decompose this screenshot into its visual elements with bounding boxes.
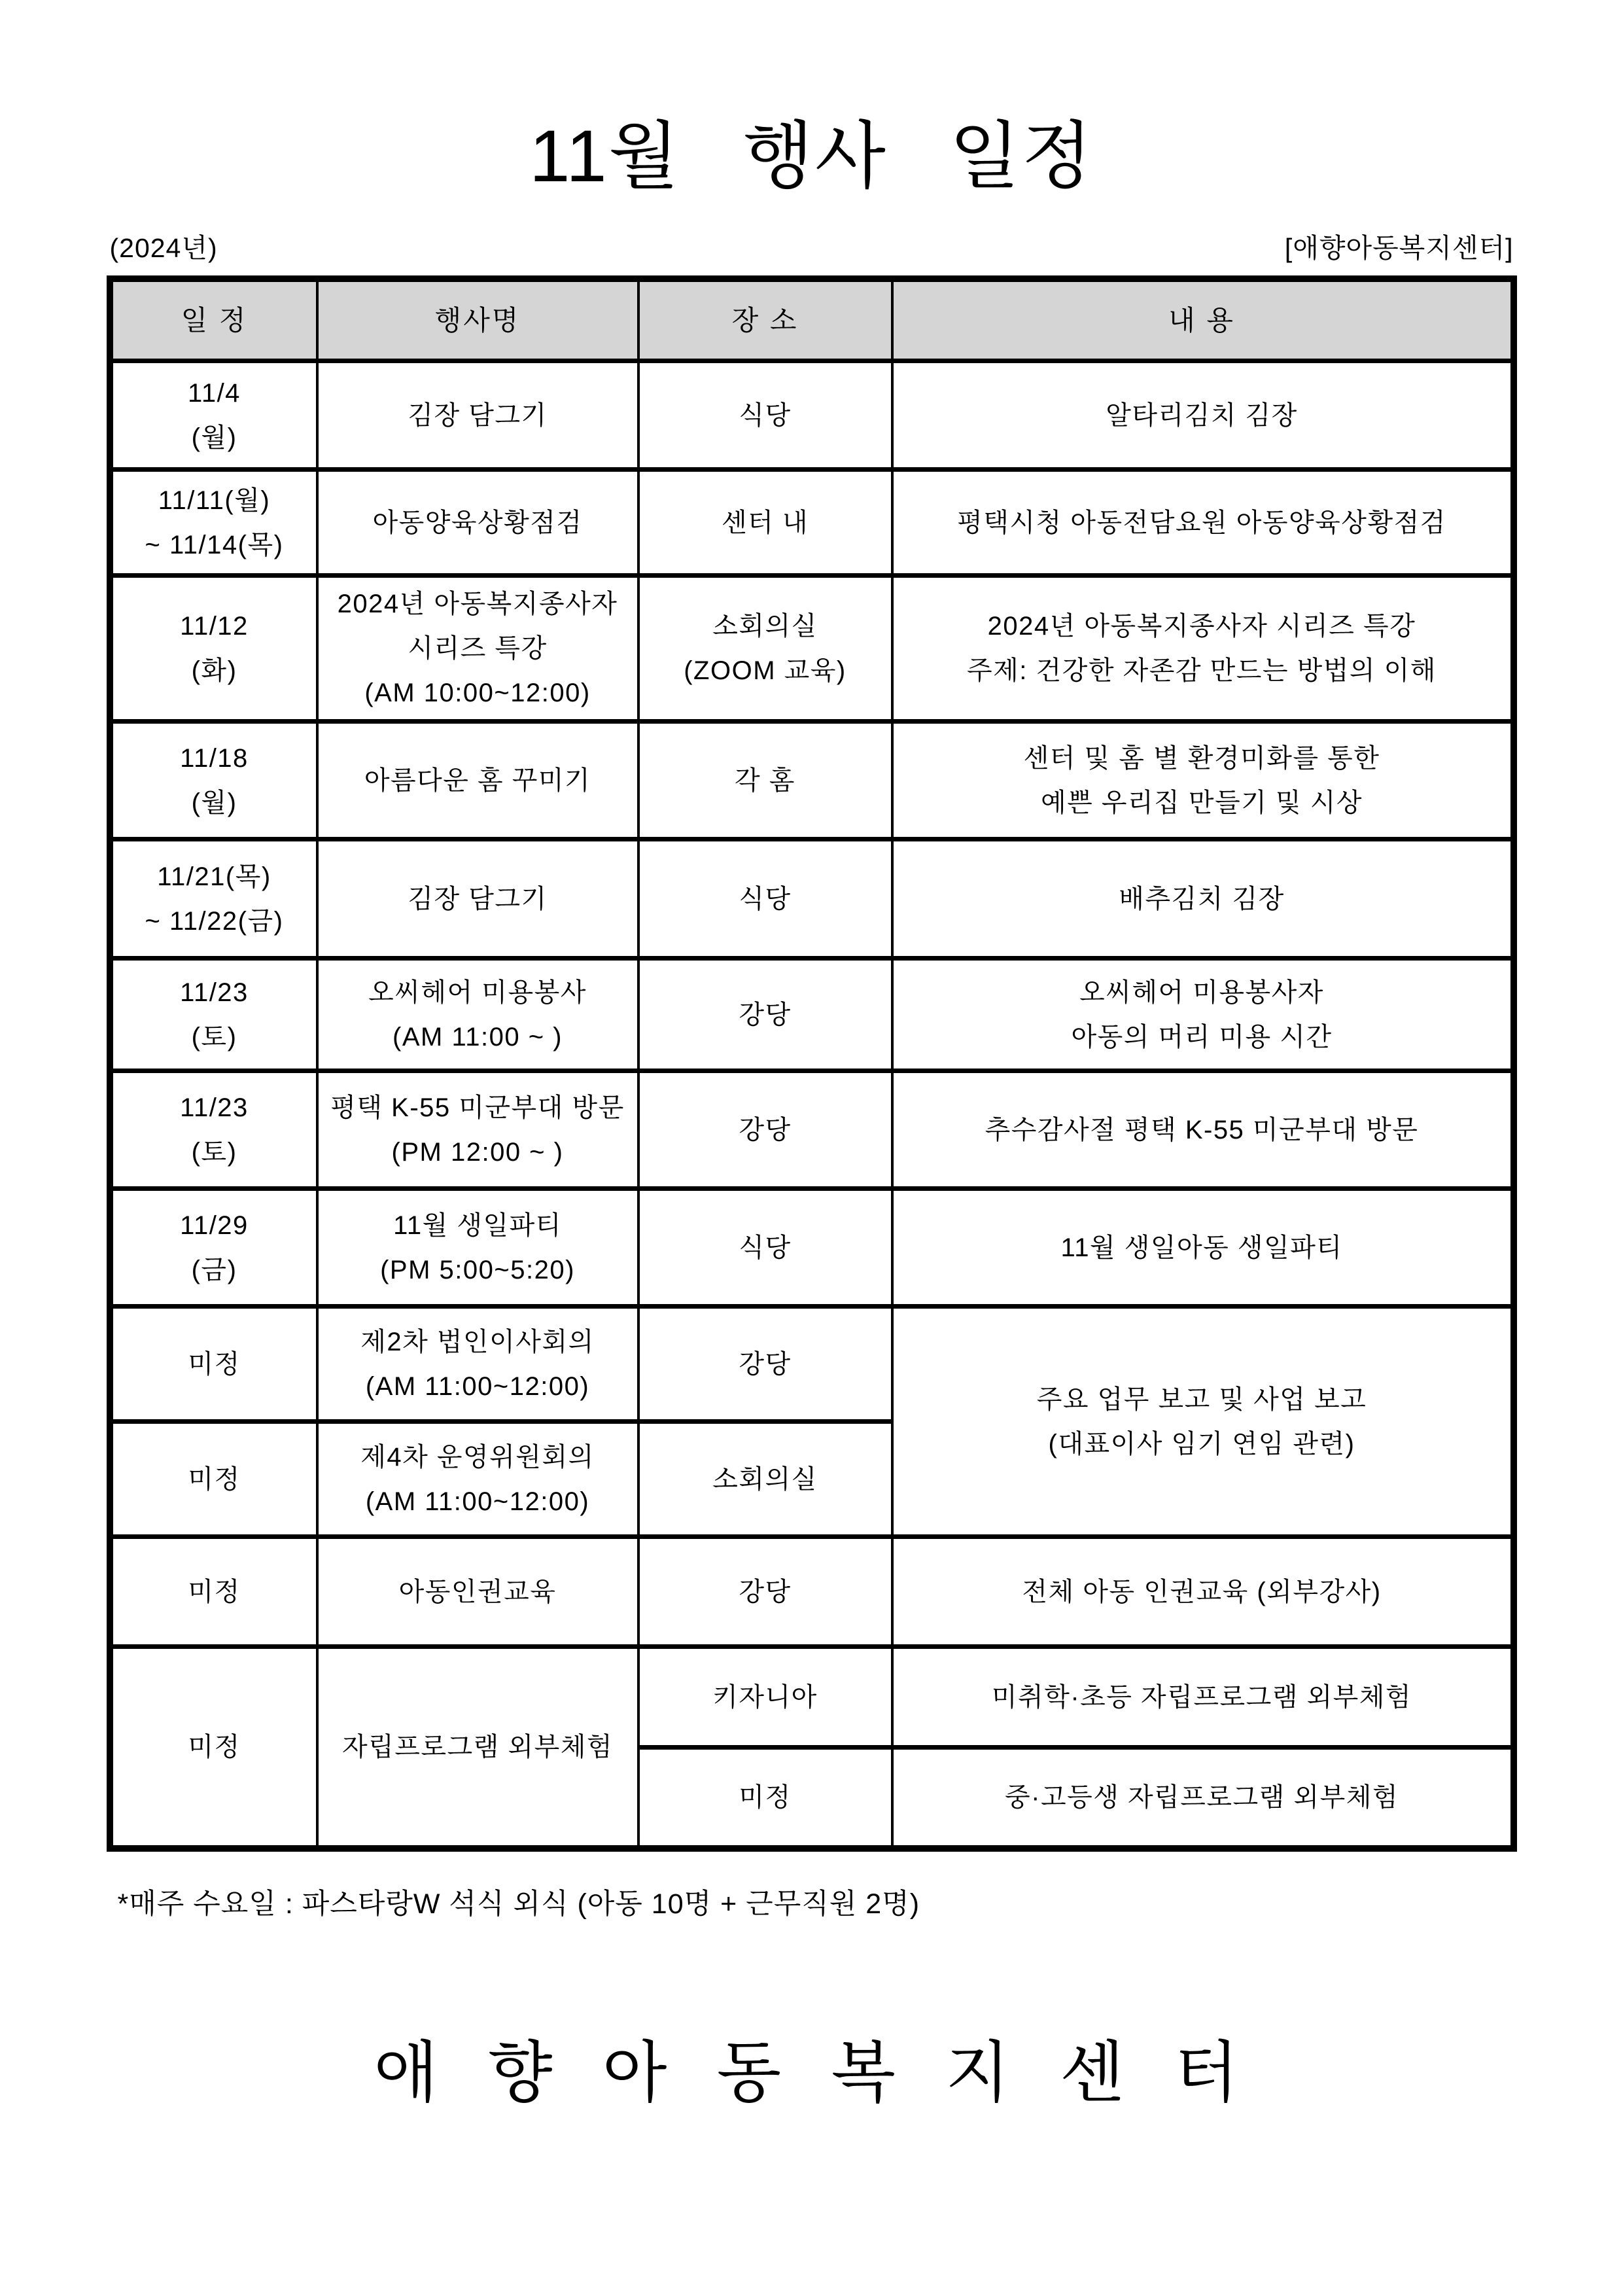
cell-line: 평택시청 아동전담요원 아동양육상황점검 [957, 508, 1446, 537]
cell-line: (대표이사 임기 연임 관련) [1048, 1429, 1355, 1458]
cell-line: 알타리김치 김장 [1106, 400, 1298, 430]
cell-event [317, 576, 638, 722]
table-row [110, 576, 1514, 722]
cell-date [110, 1647, 317, 1848]
cell-event [317, 1647, 638, 1848]
meta-row [110, 226, 1514, 265]
cell-line: (AM 11:00~12:00) [365, 1487, 590, 1516]
cell-event [317, 839, 638, 959]
cell-line: 소회의실 [712, 612, 818, 641]
schedule-table [107, 275, 1517, 1852]
cell-line: 11/23 [180, 978, 249, 1007]
cell-date [110, 470, 317, 576]
cell-date [110, 361, 317, 470]
cell-event [317, 1071, 638, 1189]
cell-line: 전체 아동 인권교육 (외부강사) [1022, 1577, 1382, 1606]
cell-line: 시리즈 특강 [408, 634, 548, 663]
cell-place [638, 361, 892, 470]
cell-event [317, 722, 638, 839]
cell-line: 강당 [739, 1115, 792, 1144]
cell-line: 오씨헤어 미용봉사 [368, 978, 587, 1007]
cell-content [892, 361, 1514, 470]
cell-place [638, 1537, 892, 1647]
cell-line: 추수감사절 평택 K-55 미군부대 방문 [985, 1115, 1419, 1144]
cell-line: ~ 11/22(금) [145, 906, 284, 936]
cell-place [638, 839, 892, 959]
cell-line: 중·고등생 자립프로그램 외부체험 [1004, 1783, 1399, 1812]
cell-content [892, 470, 1514, 576]
cell-line: 예쁜 우리집 만들기 및 시상 [1041, 788, 1363, 817]
cell-line: 미정 [739, 1783, 792, 1812]
cell-line: 11월 생일파티 [393, 1210, 562, 1240]
cell-event [317, 470, 638, 576]
cell-line: 11/21(목) [157, 862, 271, 891]
cell-place [638, 470, 892, 576]
table-row [110, 959, 1514, 1071]
cell-line: 미취학·초등 자립프로그램 외부체험 [991, 1682, 1412, 1712]
cell-line: (PM 12:00 ~ ) [391, 1137, 564, 1167]
cell-date [110, 722, 317, 839]
cell-line: 11/12 [180, 612, 249, 641]
cell-line: 주제: 건강한 자존감 만드는 방법의 이해 [967, 656, 1437, 686]
org-label: [애향아동복지센터] [1284, 232, 1514, 263]
cell-line: 11월 생일아동 생일파티 [1060, 1233, 1343, 1262]
cell-content [892, 722, 1514, 839]
cell-line: 2024년 아동복지종사자 시리즈 특강 [987, 612, 1416, 641]
cell-place [638, 1422, 892, 1537]
table-row [110, 1071, 1514, 1189]
cell-line: 미정 [188, 1464, 241, 1494]
cell-event [317, 959, 638, 1071]
cell-line: (토) [191, 1022, 237, 1051]
cell-place [638, 1071, 892, 1189]
footer-org-title: 애 향 아 동 복 지 센 터 [374, 2035, 1249, 2110]
cell-line: (AM 10:00~12:00) [364, 679, 591, 708]
table-row [110, 1537, 1514, 1647]
cell-line: 제4차 운영위원회의 [360, 1442, 595, 1472]
table-row [110, 1647, 1514, 1748]
cell-content [892, 959, 1514, 1071]
cell-date [110, 959, 317, 1071]
cell-line: 배추김치 김장 [1119, 884, 1285, 913]
cell-line: 김장 담그기 [408, 400, 548, 430]
cell-line: 센터 및 홈 별 환경미화를 통한 [1023, 743, 1380, 773]
cell-line: 아동의 머리 미용 시간 [1071, 1022, 1333, 1051]
cell-line: 아동인권교육 [398, 1577, 557, 1606]
cell-line: 미정 [188, 1349, 241, 1379]
table-row [110, 839, 1514, 959]
cell-line: (월) [191, 423, 237, 452]
table-row [110, 470, 1514, 576]
cell-line: 주요 업무 보고 및 사업 보고 [1036, 1385, 1367, 1414]
cell-line: 11/18 [180, 743, 249, 773]
cell-line: 11/29 [180, 1210, 249, 1240]
cell-line: 각 홈 [735, 766, 795, 795]
cell-place [638, 1748, 892, 1848]
cell-content [892, 1647, 1514, 1748]
cell-line: 자립프로그램 외부체험 [341, 1733, 613, 1762]
cell-event [317, 1537, 638, 1647]
cell-line: 11/4 [188, 378, 241, 408]
header-row [110, 279, 1514, 361]
year-label: (2024년) [109, 232, 218, 263]
cell-content [892, 839, 1514, 959]
footnote: *매주 수요일 : 파스타랑W 석식 외식 (아동 10명 + 근무직원 2명) [117, 1888, 920, 1920]
cell-place [638, 959, 892, 1071]
cell-date [110, 1071, 317, 1189]
table-row [110, 361, 1514, 470]
page-title: 11월 행사 일정 [529, 115, 1094, 197]
cell-line: 김장 담그기 [408, 884, 548, 913]
cell-line: 제2차 법인이사회의 [360, 1327, 595, 1356]
cell-line: ~ 11/14(목) [145, 530, 284, 559]
cell-date [110, 1189, 317, 1307]
cell-date [110, 1537, 317, 1647]
cell-event [317, 361, 638, 470]
header-cell-place: 장 소 [638, 279, 892, 361]
cell-line: 식당 [739, 400, 792, 430]
cell-content [892, 1071, 1514, 1189]
cell-line: 2024년 아동복지종사자 [337, 590, 618, 619]
cell-line: (월) [191, 788, 237, 817]
cell-place [638, 1647, 892, 1748]
cell-line: 11/23 [180, 1093, 249, 1122]
cell-place [638, 722, 892, 839]
cell-date [110, 839, 317, 959]
cell-line: 강당 [739, 1000, 792, 1029]
cell-line: (금) [191, 1255, 237, 1284]
cell-place [638, 576, 892, 722]
cell-line: 식당 [739, 884, 792, 913]
cell-content [892, 1307, 1514, 1537]
cell-content [892, 1189, 1514, 1307]
cell-line: 센터 내 [721, 508, 809, 537]
cell-line: (AM 11:00 ~ ) [393, 1022, 563, 1051]
cell-line: 소회의실 [712, 1464, 818, 1494]
cell-content [892, 1537, 1514, 1647]
cell-date [110, 1307, 317, 1422]
cell-line: 키자니아 [712, 1682, 818, 1712]
table-row [110, 1189, 1514, 1307]
cell-line: 평택 K-55 미군부대 방문 [330, 1093, 625, 1122]
cell-line: (ZOOM 교육) [684, 656, 846, 686]
cell-line: (AM 11:00~12:00) [365, 1371, 590, 1401]
header-cell-date: 일 정 [110, 279, 317, 361]
cell-place [638, 1307, 892, 1422]
cell-line: 식당 [739, 1233, 792, 1262]
cell-line: 아름다운 홈 꾸미기 [364, 766, 591, 795]
cell-line: 강당 [739, 1349, 792, 1379]
cell-content [892, 1748, 1514, 1848]
cell-date [110, 1422, 317, 1537]
cell-line: 오씨헤어 미용봉사자 [1079, 978, 1324, 1007]
cell-place [638, 1189, 892, 1307]
cell-line: 강당 [739, 1577, 792, 1606]
cell-line: 미정 [188, 1733, 241, 1762]
header-cell-content: 내 용 [892, 279, 1514, 361]
cell-line: 11/11(월) [158, 486, 271, 515]
cell-line: 아동양육상황점검 [372, 508, 583, 537]
table-row [110, 1307, 1514, 1422]
cell-content [892, 576, 1514, 722]
cell-event [317, 1422, 638, 1537]
header-cell-event: 행사명 [317, 279, 638, 361]
cell-event [317, 1189, 638, 1307]
cell-line: (화) [191, 656, 237, 686]
cell-event [317, 1307, 638, 1422]
cell-line: (PM 5:00~5:20) [380, 1255, 575, 1284]
cell-line: 미정 [188, 1577, 241, 1606]
table-row [110, 722, 1514, 839]
cell-line: (토) [191, 1137, 237, 1167]
cell-date [110, 576, 317, 722]
